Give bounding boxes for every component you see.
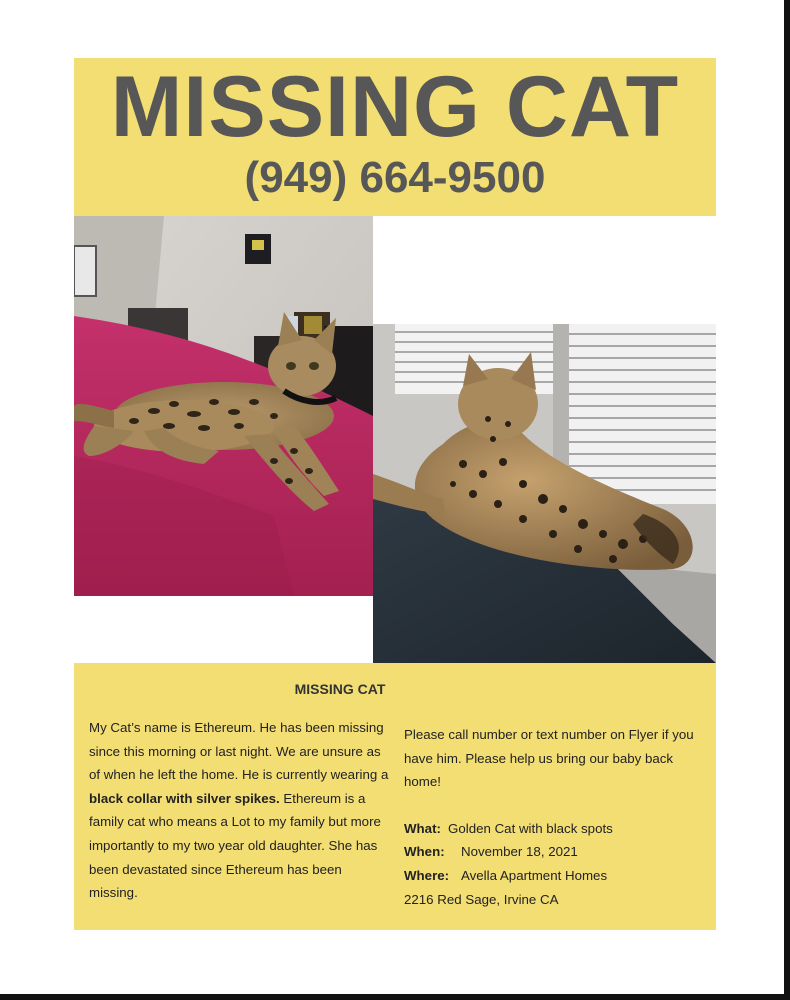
when-row	[404, 840, 704, 864]
where-address: 2216 Red Sage, Irvine CA	[404, 891, 559, 907]
where-label: Where:	[404, 867, 450, 883]
cat-on-bed-photo	[74, 216, 373, 596]
when-label: When:	[404, 844, 445, 860]
cat-at-window-photo	[373, 324, 716, 663]
description-part-2: Ethereum is a family cat who means a Lot to my family but more importantly to my two year old daughter. She has been devastated since Ethereum has been missing.	[89, 790, 381, 901]
phone-number: (949) 664-9500	[244, 153, 546, 202]
info-section	[74, 663, 716, 930]
cat-on-bed-icon	[74, 216, 373, 596]
what-row	[404, 817, 704, 841]
poster-title: MISSING CAT	[110, 59, 680, 155]
contact-message: Please call number or text number on Flyer if you have him. Please help us bring our baby back home!	[404, 727, 694, 790]
where-row	[404, 864, 704, 888]
details-list	[404, 817, 704, 911]
info-heading: MISSING CAT	[294, 681, 386, 697]
collar-description: black collar with silver spikes.	[89, 790, 280, 806]
where-value: Avella Apartment Homes	[461, 867, 608, 883]
description-text	[89, 716, 389, 905]
cat-at-window-icon	[373, 324, 716, 663]
when-value: November 18, 2021	[461, 844, 578, 860]
what-value: Golden Cat with black spots	[448, 820, 613, 836]
what-label: What:	[404, 820, 441, 836]
title-banner	[74, 58, 716, 216]
description-part-1: My Cat’s name is Ethereum. He has been missing since this morning or last night. We are unsure as of when he left the home. He is currently wearing a	[89, 720, 389, 783]
contact-column	[404, 723, 704, 911]
